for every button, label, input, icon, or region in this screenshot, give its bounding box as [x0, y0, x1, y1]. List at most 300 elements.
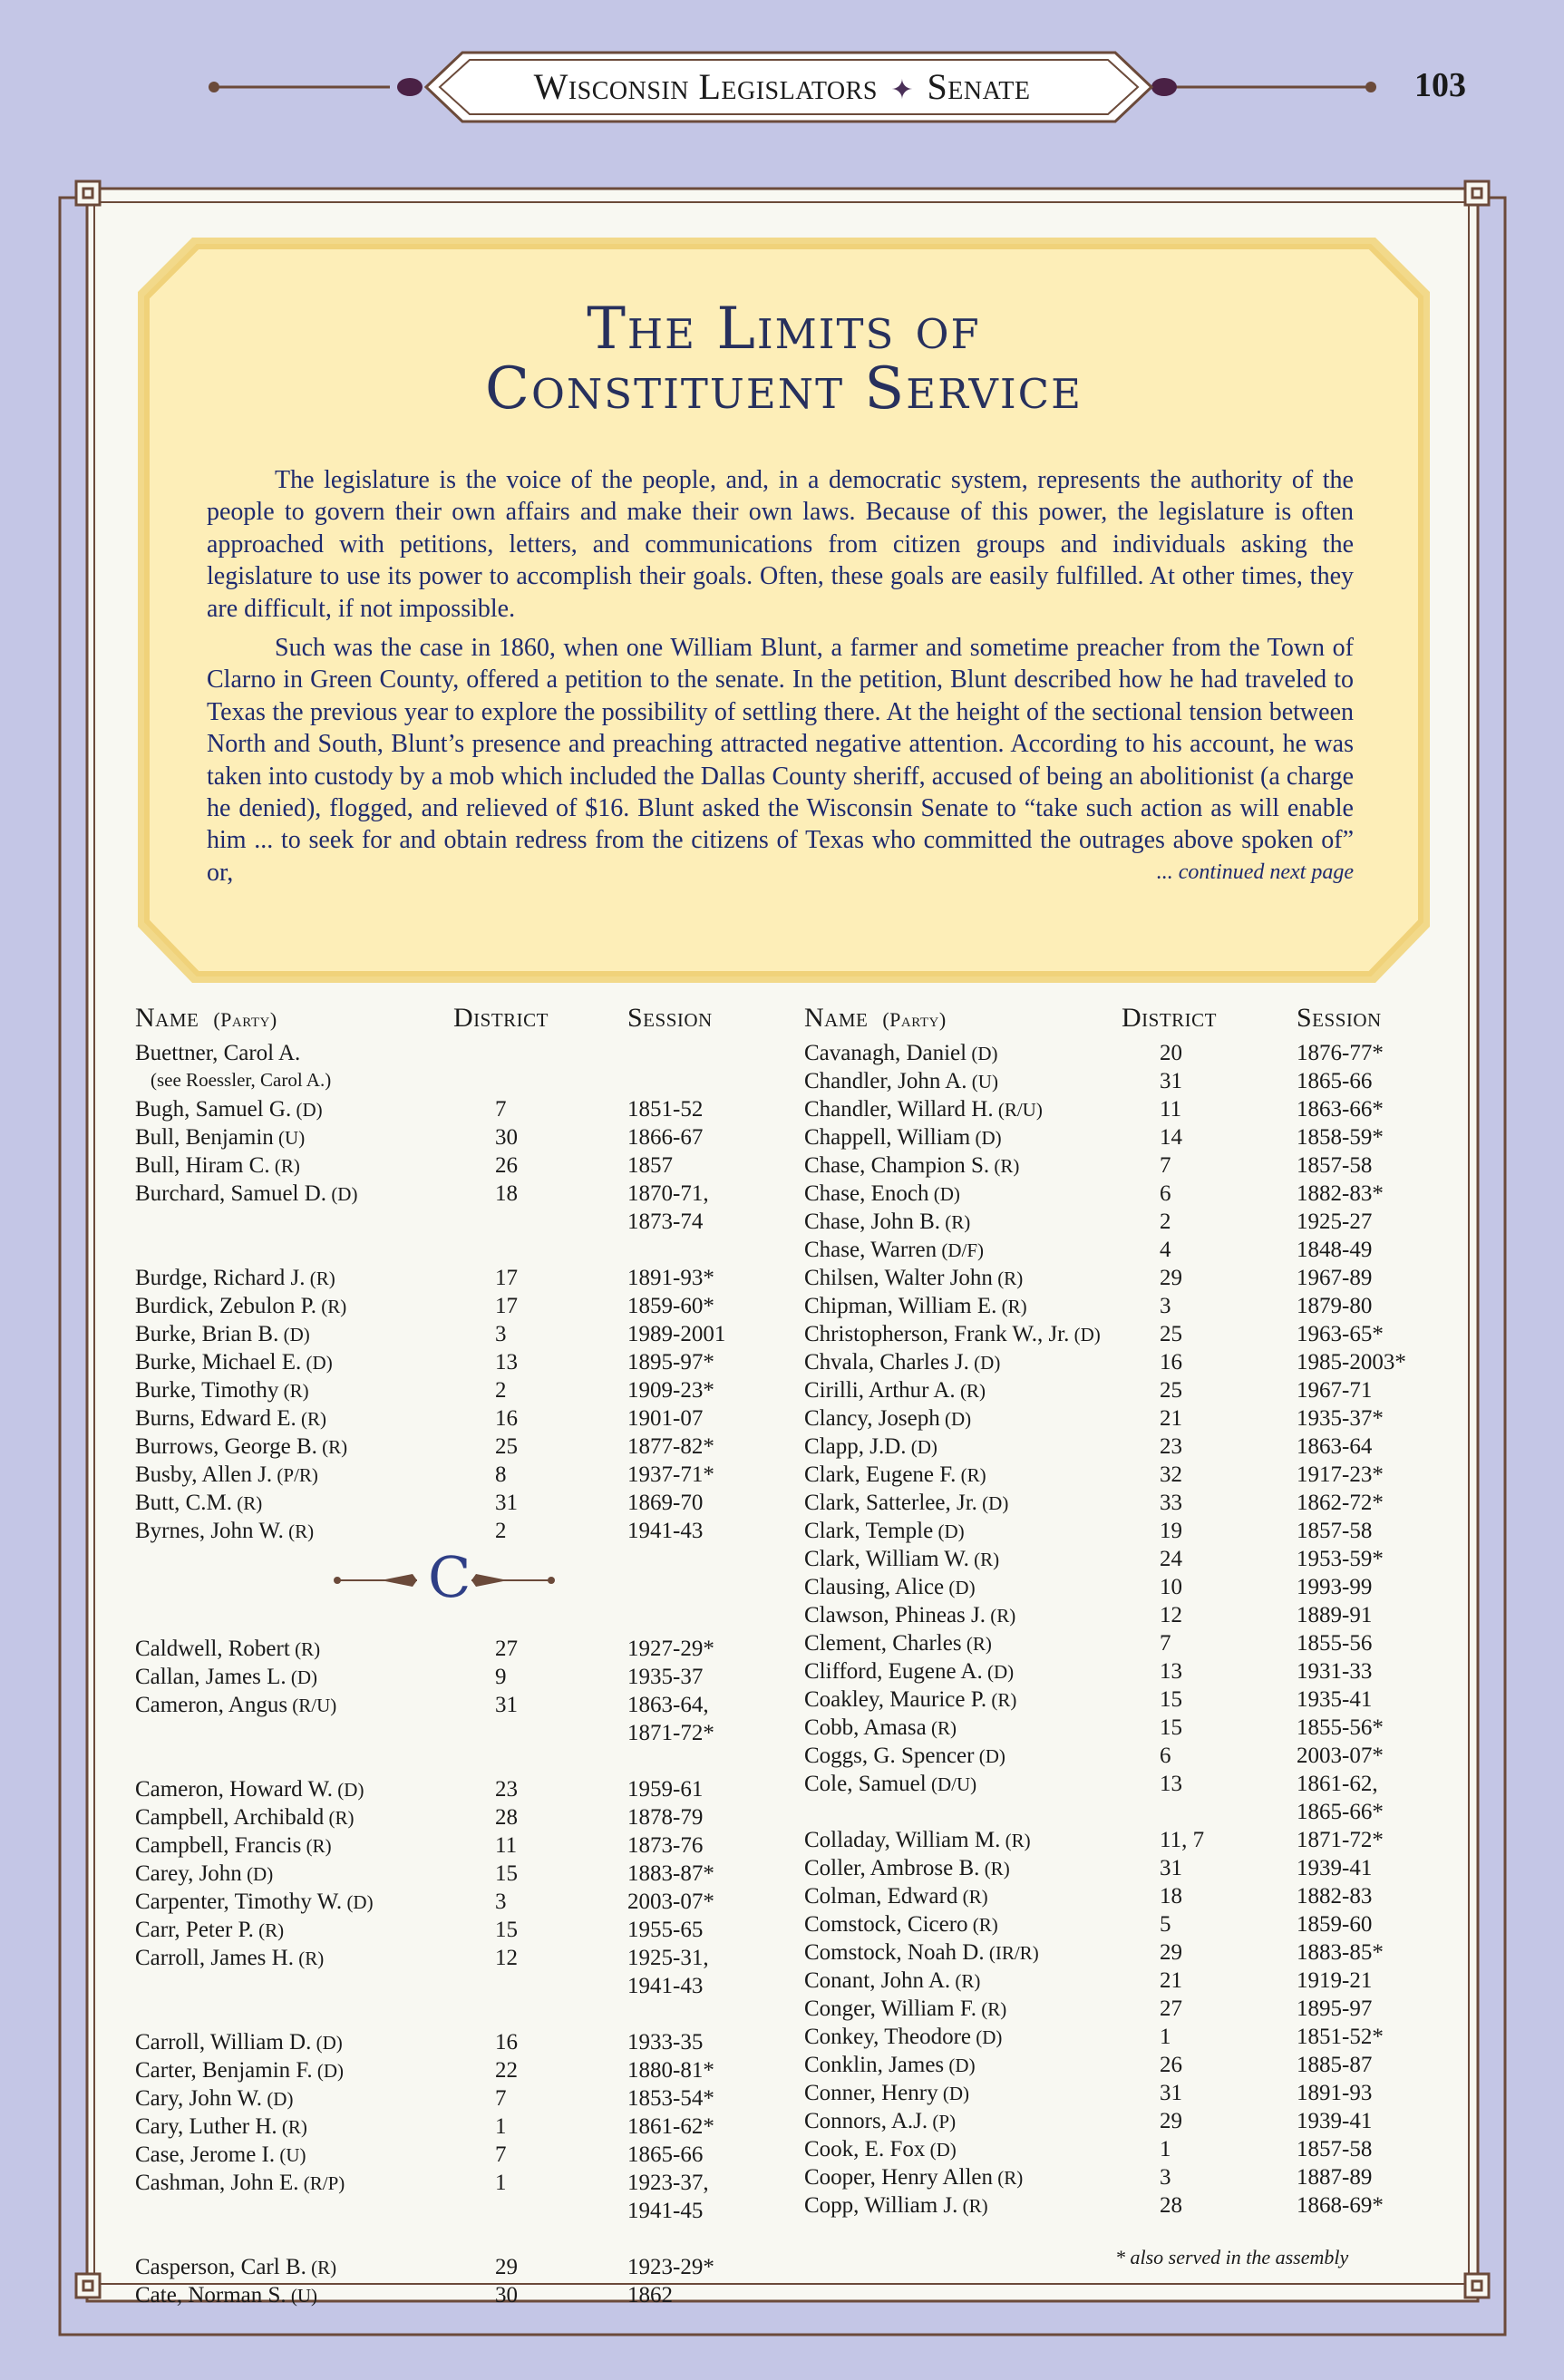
legislator-name: Conkey, Theodore (D) — [804, 2025, 1003, 2049]
legislator-name: Chandler, Willard H. (R/U) — [804, 1097, 1043, 1122]
legislator-party: (R) — [283, 1520, 315, 1542]
legislator-session: 1917-23* — [1297, 1462, 1384, 1487]
table-row — [804, 1744, 1439, 1772]
legislator-name: Clark, Temple (D) — [804, 1519, 965, 1543]
legislator-party: (R) — [976, 1998, 1007, 2020]
table-row — [135, 1294, 788, 1322]
legislator-district: 21 — [1160, 1968, 1182, 1993]
legislator-district: 16 — [1160, 1350, 1182, 1375]
legislator-district: 7 — [495, 1097, 507, 1122]
legislator-session: 1857-58 — [1297, 2137, 1373, 2161]
legislator-party: (U) — [275, 2144, 306, 2166]
table-row — [135, 1378, 788, 1406]
legislator-district: 3 — [1160, 1294, 1171, 1318]
table-row — [804, 2193, 1439, 2221]
table-row — [135, 1238, 788, 1266]
legislator-name: Clark, William W. (R) — [804, 1547, 1000, 1571]
legislator-party: (D) — [967, 1043, 998, 1064]
legislator-session: 1855-56* — [1297, 1715, 1384, 1740]
legislator-session: 1887-89 — [1297, 2165, 1373, 2190]
legislator-name: Casperson, Carl B. (R) — [135, 2255, 337, 2279]
header-name-label: Name — [135, 1003, 199, 1033]
legislator-session: 1873-76 — [627, 1833, 704, 1858]
legislator-session: 1925-31, — [627, 1946, 709, 1970]
legislator-party: (D) — [937, 2083, 969, 2104]
legislator-party: (R) — [296, 1408, 326, 1430]
legislator-party: (R) — [305, 1268, 335, 1289]
legislator-name: Burke, Timothy (R) — [135, 1378, 309, 1403]
legislator-name: Burke, Brian B. (D) — [135, 1322, 310, 1346]
table-row — [135, 1833, 788, 1861]
table-row — [135, 2199, 788, 2227]
legislator-name: Caldwell, Robert (R) — [135, 1637, 321, 1661]
legislator-session: 1882-83 — [1297, 1884, 1373, 1909]
legislator-district: 11 — [1160, 1097, 1182, 1122]
legislator-session: 1879-80 — [1297, 1294, 1373, 1318]
legislator-session: 1883-85* — [1297, 1940, 1384, 1965]
legislator-session: 1967-89 — [1297, 1266, 1373, 1290]
legislator-district: 16 — [495, 1406, 518, 1431]
legislator-session: 1923-29* — [627, 2255, 714, 2279]
legislator-district: 11, 7 — [1160, 1828, 1205, 1852]
legislator-name: Colman, Edward (R) — [804, 1884, 988, 1909]
legislator-name: Cary, John W. (D) — [135, 2086, 294, 2111]
legislator-district: 2 — [1160, 1209, 1171, 1234]
legislator-name: Conner, Henry (D) — [804, 2081, 969, 2105]
table-row — [804, 1181, 1439, 1209]
legislator-party: (R) — [278, 1380, 309, 1402]
legislator-name: Clapp, J.D. (D) — [804, 1434, 937, 1459]
legislator-session: 1873-74 — [627, 1209, 704, 1234]
legislator-name: Chase, John B. (R) — [804, 1209, 971, 1234]
legislator-session: 1931-33 — [1297, 1659, 1373, 1684]
legislator-name: Conklin, James (D) — [804, 2053, 976, 2077]
table-row — [135, 1749, 788, 1777]
legislator-name: Clark, Satterlee, Jr. (D) — [804, 1491, 1009, 1515]
legislator-session: 1865-66 — [1297, 1069, 1373, 1093]
legislator-session: 1941-43 — [627, 1519, 704, 1543]
legislator-name: Buettner, Carol A. — [135, 1041, 301, 1065]
legislator-district: 27 — [1160, 1996, 1182, 2021]
legislator-name: Burns, Edward E. (R) — [135, 1406, 326, 1431]
table-row — [804, 1519, 1439, 1547]
legislator-session: 1869-70 — [627, 1491, 704, 1515]
legislator-party: (R/P) — [298, 2172, 345, 2194]
legislator-party: (R) — [316, 1296, 347, 1317]
header-district: District — [453, 1003, 549, 1033]
legislator-session: 1871-72* — [627, 1721, 714, 1745]
table-row — [804, 1687, 1439, 1715]
legislator-party: (R) — [956, 1464, 986, 1486]
legislator-party: (D) — [278, 1324, 310, 1345]
legislator-session: 1858-59* — [1297, 1125, 1384, 1150]
table-row — [804, 1884, 1439, 1912]
legislator-session: 1989-2001 — [627, 1322, 726, 1346]
legislator-district: 2 — [495, 1378, 507, 1403]
sidebar-box — [138, 238, 1430, 983]
legislator-party: (R) — [253, 1919, 285, 1941]
legislator-session: 1993-99 — [1297, 1575, 1373, 1599]
table-row — [804, 1772, 1439, 1800]
legislator-district: 15 — [495, 1918, 518, 1942]
legislator-district: 29 — [1160, 2109, 1182, 2133]
legislator-district: 1 — [495, 2171, 507, 2195]
legislator-session: 1855-56 — [1297, 1631, 1373, 1656]
legislator-district: 31 — [1160, 1856, 1182, 1880]
table-row — [135, 1097, 788, 1125]
table-row — [804, 1069, 1439, 1097]
legislator-session: 1861-62* — [627, 2114, 714, 2139]
legislator-session: 1937-71* — [627, 1462, 714, 1487]
legislator-name: Cameron, Angus (R/U) — [135, 1693, 337, 1717]
legislator-session: 1941-45 — [627, 2199, 704, 2223]
legislator-party: (D) — [291, 1099, 323, 1121]
legislator-session: 1882-83* — [1297, 1181, 1384, 1206]
legislator-party: (R) — [955, 1380, 986, 1402]
running-head-part2: Senate — [927, 66, 1031, 107]
legislator-district: 15 — [1160, 1715, 1182, 1740]
legislator-name: Comstock, Noah D. (IR/R) — [804, 1940, 1039, 1965]
legislator-party: (D) — [262, 2088, 294, 2110]
legislator-party: (D/F) — [937, 1239, 985, 1261]
legislator-district: 31 — [1160, 2081, 1182, 2105]
legislator-district: 21 — [1160, 1406, 1182, 1431]
legislator-party: (R) — [289, 1638, 321, 1660]
legislator-name: Clement, Charles (R) — [804, 1631, 992, 1656]
legislator-session: 1866-67 — [627, 1125, 704, 1150]
legislator-session: 1939-41 — [1297, 1856, 1373, 1880]
legislator-district: 5 — [1160, 1912, 1171, 1937]
legislator-name: Comstock, Cicero (R) — [804, 1912, 998, 1937]
header-party-label: (Party) — [213, 1008, 277, 1031]
legislator-name: Cirilli, Arthur A. (R) — [804, 1378, 986, 1403]
legislator-name: Bull, Hiram C. (R) — [135, 1153, 300, 1178]
legislator-session: 1863-64, — [627, 1693, 709, 1717]
legislator-session: 1891-93* — [627, 1266, 714, 1290]
legislator-session: 1859-60 — [1297, 1912, 1373, 1937]
legislator-party: (P) — [928, 2111, 957, 2132]
legislator-name: Burdge, Richard J. (R) — [135, 1266, 335, 1290]
legislator-party: (D) — [311, 2032, 343, 2054]
table-row — [804, 2025, 1439, 2053]
legislator-session: 1939-41 — [1297, 2109, 1373, 2133]
legislator-district: 1 — [1160, 2025, 1171, 2049]
legislator-party: (D) — [968, 1352, 1001, 1374]
legislator-name: Butt, C.M. (R) — [135, 1491, 263, 1515]
legislator-session: 1889-91 — [1297, 1603, 1373, 1627]
table-row — [135, 1637, 788, 1665]
table-row — [804, 1631, 1439, 1659]
legislator-name: Bugh, Samuel G. (D) — [135, 1097, 323, 1122]
legislator-party: (R) — [926, 1717, 957, 1739]
sidebar-title-line2: Constituent Service — [485, 355, 1083, 423]
legislator-name: Cate, Norman S. (U) — [135, 2283, 318, 2307]
legislator-district: 13 — [1160, 1772, 1182, 1796]
table-row — [135, 1153, 788, 1181]
legislator-session: 1862 — [627, 2283, 673, 2307]
legislator-party: (R) — [324, 1807, 355, 1829]
section-letter: C — [428, 1544, 471, 1610]
legislator-session: 1941-43 — [627, 1974, 704, 1998]
table-row — [804, 1434, 1439, 1462]
legislator-session: 1865-66* — [1297, 1800, 1384, 1824]
legislator-name: Coller, Ambrose B. (R) — [804, 1856, 1010, 1880]
table-row — [804, 1940, 1439, 1968]
table-row — [804, 1322, 1439, 1350]
header-party-label-right: (Party) — [882, 1008, 947, 1031]
legislator-name: Byrnes, John W. (R) — [135, 1519, 315, 1543]
legislator-name: Cavanagh, Daniel (D) — [804, 1041, 998, 1065]
left-rows-block-2 — [135, 1637, 788, 2311]
legislator-party: (D) — [286, 1666, 318, 1688]
table-row — [804, 1378, 1439, 1406]
legislator-party: (D) — [970, 2026, 1003, 2048]
table-row — [135, 1209, 788, 1238]
legislator-session: 1878-79 — [627, 1805, 704, 1830]
legislator-name: Connors, A.J. (P) — [804, 2109, 957, 2133]
table-row — [804, 1659, 1439, 1687]
legislator-session: 2003-07* — [1297, 1744, 1384, 1768]
legislator-district: 24 — [1160, 1547, 1182, 1571]
table-row — [804, 1209, 1439, 1238]
table-row — [135, 1266, 788, 1294]
legislator-session: 1935-37* — [1297, 1406, 1384, 1431]
legislator-party: (R) — [992, 1268, 1024, 1289]
legislator-district: 22 — [495, 2058, 518, 2083]
legislator-name: Busby, Allen J. (P/R) — [135, 1462, 318, 1487]
legislator-district: 8 — [495, 1462, 507, 1487]
table-row — [135, 1721, 788, 1749]
sidebar-paragraph-2 — [207, 632, 1354, 889]
legislator-session: 1891-93 — [1297, 2081, 1373, 2105]
table-row — [804, 1238, 1439, 1266]
table-row — [135, 2171, 788, 2199]
continued-note: ... continued next page — [1156, 860, 1354, 884]
legislator-session: 1853-54* — [627, 2086, 714, 2111]
legislator-session: 1927-29* — [627, 1637, 714, 1661]
legislator-party: (D) — [944, 2055, 976, 2076]
legislator-session: 1955-65 — [627, 1918, 704, 1942]
legislator-district: 2 — [495, 1519, 507, 1543]
legislator-party: (D) — [982, 1661, 1015, 1683]
legislator-district: 9 — [495, 1665, 507, 1689]
legislator-name: Carey, John (D) — [135, 1861, 274, 1886]
left-rows-block-1 — [135, 1041, 788, 1547]
legislator-session: 1895-97* — [627, 1350, 714, 1375]
legislator-name: Cook, E. Fox (D) — [804, 2137, 957, 2161]
legislator-party: (R) — [961, 1633, 992, 1655]
sidebar-body — [207, 464, 1354, 896]
legislator-session: 2003-07* — [627, 1889, 714, 1914]
table-row — [135, 1181, 788, 1209]
legislator-name: Burdick, Zebulon P. (R) — [135, 1294, 347, 1318]
table-row — [135, 1693, 788, 1721]
legislator-district: 25 — [1160, 1322, 1182, 1346]
legislator-party: (R) — [277, 2116, 307, 2138]
table-row — [804, 1266, 1439, 1294]
legislator-name: Chase, Warren (D/F) — [804, 1238, 985, 1262]
legislator-district: 15 — [495, 1861, 518, 1886]
sidebar-paragraph-2-text: Such was the case in 1860, when one William Blunt, a farmer and sometime preacher from the Town of Clarno in Green County, offered a petition to the senate. In the petition, Blunt described how he had traveled to Texas the previous year to explore the possibility of settling there. At the height of the sectional tension between North and South, Blunt’s presence and preaching attracted negative attention. According to his account, he was taken into custody by a mob which included the Dallas County sheriff, accused of being an abolitionist (a charge he denied), flogged, and relieved of $16. Blunt asked the Wisconsin Senate to “take such action as will enable him ... to seek for and obtain redress from the citizens of Texas who committed the outrages above spoken of” or, — [207, 634, 1354, 887]
legislator-session: 1857-58 — [1297, 1519, 1373, 1543]
legislator-district: 6 — [1160, 1181, 1171, 1206]
legislator-party: (P/R) — [272, 1464, 318, 1486]
legislator-session: 1967-71 — [1297, 1378, 1373, 1403]
legislator-party: (R) — [968, 1549, 1000, 1570]
legislator-name: Burchard, Samuel D. (D) — [135, 1181, 358, 1206]
legislator-party: (D) — [301, 1352, 333, 1374]
legislator-district: 4 — [1160, 1238, 1171, 1262]
table-row — [804, 1491, 1439, 1519]
legislator-party: (R) — [957, 1886, 988, 1908]
table-row — [135, 2255, 788, 2283]
legislator-party: (D) — [925, 2139, 957, 2161]
legislator-name: Conger, William F. (R) — [804, 1996, 1007, 2021]
legislator-name: Burrows, George B. (R) — [135, 1434, 348, 1459]
legislator-party: (D) — [974, 1745, 1005, 1767]
table-row — [135, 1805, 788, 1833]
legislator-name: Coggs, G. Spencer (D) — [804, 1744, 1005, 1768]
legislator-session: 1877-82* — [627, 1434, 714, 1459]
table-row — [804, 1153, 1439, 1181]
legislator-party: (D) — [939, 1408, 972, 1430]
table-row — [135, 1889, 788, 1918]
legislator-session: 1857-58 — [1297, 1153, 1373, 1178]
legislator-session: 1963-65* — [1297, 1322, 1384, 1346]
legislator-session: 1851-52 — [627, 1097, 704, 1122]
legislator-name: Chipman, William E. (R) — [804, 1294, 1027, 1318]
letter-divider — [326, 1544, 562, 1617]
legislator-session: 1871-72* — [1297, 1828, 1384, 1852]
table-row — [804, 2081, 1439, 2109]
legislator-district: 26 — [1160, 2053, 1182, 2077]
legislator-party: (D) — [1069, 1324, 1101, 1345]
table-row — [135, 1350, 788, 1378]
table-row — [804, 1294, 1439, 1322]
legislator-party: (D) — [241, 1863, 274, 1885]
legislator-district: 1 — [495, 2114, 507, 2139]
legislator-name: Cobb, Amasa (R) — [804, 1715, 957, 1740]
table-row — [135, 1406, 788, 1434]
legislator-party: (D/U) — [926, 1773, 977, 1795]
legislator-district: 25 — [495, 1434, 518, 1459]
table-row — [804, 1097, 1439, 1125]
table-row — [804, 2165, 1439, 2193]
header-name — [135, 1003, 277, 1034]
legislator-district: 33 — [1160, 1491, 1182, 1515]
table-row — [804, 1462, 1439, 1491]
legislator-district: 14 — [1160, 1125, 1182, 1150]
legislator-session: 1863-64 — [1297, 1434, 1373, 1459]
legislator-name: Cameron, Howard W. (D) — [135, 1777, 364, 1802]
table-row — [804, 1406, 1439, 1434]
legislator-district: 7 — [495, 2086, 507, 2111]
legislator-district: 17 — [495, 1294, 518, 1318]
legislator-district: 29 — [1160, 1940, 1182, 1965]
legislator-district: 11 — [495, 1833, 518, 1858]
table-row — [135, 1069, 788, 1097]
table-row — [804, 1856, 1439, 1884]
legislator-name: Conant, John A. (R) — [804, 1968, 981, 1993]
legislator-district: 29 — [1160, 1266, 1182, 1290]
legislator-name: Carpenter, Timothy W. (D) — [135, 1889, 374, 1914]
legislator-district: 18 — [1160, 1884, 1182, 1909]
legislator-party: (R) — [950, 1970, 981, 1992]
legislator-name: Campbell, Archibald (R) — [135, 1805, 355, 1830]
table-row — [804, 1575, 1439, 1603]
table-row — [804, 1041, 1439, 1069]
legislator-party: (R) — [940, 1211, 971, 1233]
legislator-district: 6 — [1160, 1744, 1171, 1768]
table-row — [135, 1946, 788, 1974]
legislator-party: (IR/R) — [984, 1942, 1039, 1964]
legislator-name: Chappell, William (D) — [804, 1125, 1002, 1150]
legislator-party: (D) — [944, 1577, 976, 1598]
legislator-district: 3 — [1160, 2165, 1171, 2190]
legislator-party: (R) — [986, 1689, 1017, 1711]
legislator-name: Chandler, John A. (U) — [804, 1069, 998, 1093]
legislator-district: 26 — [495, 1153, 518, 1178]
legislator-name: Chilsen, Walter John (R) — [804, 1266, 1024, 1290]
legislator-district: 15 — [1160, 1687, 1182, 1712]
legislator-district: 10 — [1160, 1575, 1182, 1599]
legislator-name: Clawson, Phineas J. (R) — [804, 1603, 1016, 1627]
running-head-part1: Wisconsin Legislators — [533, 66, 878, 107]
table-row — [135, 2114, 788, 2142]
legislator-session: 1863-66* — [1297, 1097, 1384, 1122]
legislator-session: 1895-97 — [1297, 1996, 1373, 2021]
legislator-district: 23 — [1160, 1434, 1182, 1459]
legislator-party: (R) — [992, 2167, 1024, 2189]
legislator-session: 1919-21 — [1297, 1968, 1373, 1993]
legislator-district: 25 — [1160, 1378, 1182, 1403]
legislator-name: Carr, Peter P. (R) — [135, 1918, 285, 1942]
legislator-party: (R) — [306, 2257, 337, 2278]
legislator-district: 20 — [1160, 1041, 1182, 1065]
legislator-party: (R) — [293, 1948, 325, 1969]
table-row — [804, 1828, 1439, 1856]
legislator-district: 31 — [1160, 1069, 1182, 1093]
legislator-party: (R) — [957, 2195, 988, 2217]
table-row — [804, 1968, 1439, 1996]
table-row — [135, 2030, 788, 2058]
table-row — [135, 1861, 788, 1889]
legislator-party: (U) — [273, 1127, 306, 1149]
header-session-right: Session — [1297, 1003, 1382, 1033]
legislator-district: 3 — [495, 1889, 507, 1914]
table-row — [135, 2283, 788, 2311]
legislator-district: 13 — [495, 1350, 518, 1375]
legislator-district: 31 — [495, 1693, 518, 1717]
table-row — [135, 1491, 788, 1519]
legislator-district: 3 — [495, 1322, 507, 1346]
legislator-party: (D) — [312, 2060, 344, 2082]
legislator-session: 1883-87* — [627, 1861, 714, 1886]
table-row — [804, 1125, 1439, 1153]
legislator-session: 1885-87 — [1297, 2053, 1373, 2077]
cross-reference-note: (see Roessler, Carol A.) — [151, 1069, 332, 1091]
legislator-session: 1851-52* — [1297, 2025, 1384, 2049]
table-row — [135, 2142, 788, 2171]
legislator-district: 16 — [495, 2030, 518, 2055]
legislator-name: Cooper, Henry Allen (R) — [804, 2165, 1024, 2190]
legislator-party: (D) — [933, 1520, 965, 1542]
legislator-party: (D) — [906, 1436, 937, 1458]
table-row — [135, 1041, 788, 1069]
legislator-name: Copp, William J. (R) — [804, 2193, 988, 2218]
table-row — [135, 2227, 788, 2255]
legislator-session: 1862-72* — [1297, 1491, 1384, 1515]
